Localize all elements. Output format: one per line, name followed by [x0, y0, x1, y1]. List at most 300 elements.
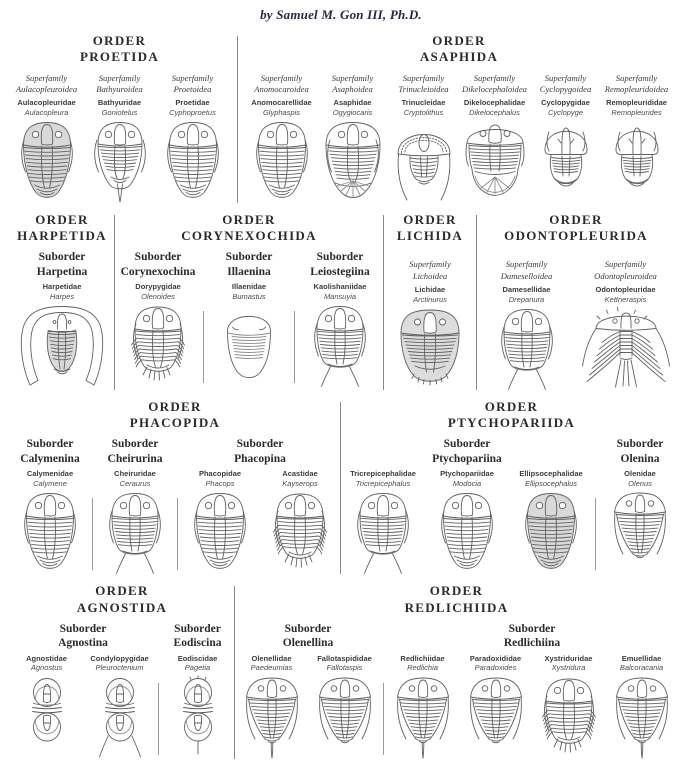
taxon-kayserops — [260, 469, 340, 574]
groups-container — [246, 66, 672, 203]
genus-name: Modocia — [452, 478, 482, 488]
taxon-mansuyia — [297, 282, 383, 387]
group-name: Calymenina — [20, 452, 80, 465]
taxa-container — [180, 466, 340, 574]
taxon-fallotaspis — [308, 654, 381, 759]
genus-name: Ogygiocaris — [332, 107, 373, 117]
group-rank: Suborder — [236, 438, 284, 451]
order-title — [17, 212, 107, 245]
family-name: Proetidae — [175, 97, 210, 107]
taxa-container — [115, 279, 201, 387]
groups-container — [10, 431, 340, 574]
taxa-container — [161, 651, 234, 755]
taxa-container — [576, 282, 675, 390]
group-name: Olenina — [620, 452, 660, 465]
family-name: Kaolishaniidae — [313, 282, 367, 292]
group-rank: Superfamily — [260, 72, 303, 83]
group-head — [398, 73, 448, 95]
trilobite-kayserops-icon — [270, 490, 330, 574]
taxa-container — [95, 466, 175, 574]
group-head — [283, 622, 333, 651]
group-agnostina — [10, 616, 156, 759]
group-rank: Suborder — [26, 438, 74, 451]
group-rank: Suborder — [443, 438, 491, 451]
group-head — [310, 250, 369, 279]
trilobite-bumastus-icon — [219, 303, 279, 383]
group-rank: Superfamily — [171, 72, 214, 83]
group-name: Cyclopygoidea — [539, 83, 592, 94]
family-name: Ellipsocephalidae — [519, 469, 583, 479]
group-olenellina — [235, 616, 381, 759]
group-head — [462, 73, 527, 95]
taxa-container — [10, 466, 90, 574]
order-title — [130, 399, 220, 432]
taxa-container — [459, 95, 530, 203]
group-name: Ptychopariina — [432, 452, 502, 465]
group-name: Corynexochina — [120, 265, 196, 278]
group-anomocaroidea — [246, 66, 317, 203]
taxon-cryptolithus — [388, 98, 459, 203]
taxa-container — [83, 95, 156, 203]
group-name: Lichoidea — [412, 270, 448, 281]
genus-name: Goniotelus — [101, 107, 138, 117]
taxon-pleuroctenium — [83, 654, 156, 759]
group-head — [20, 437, 79, 466]
group-rank: Suborder — [508, 622, 556, 635]
trilobite-drepanura-icon — [497, 306, 557, 390]
groups-container — [235, 616, 678, 759]
family-name: Dikelocephalidae — [463, 97, 526, 107]
family-name: Ptychopariidae — [440, 469, 494, 479]
family-name: Cheiruridae — [114, 469, 156, 479]
taxon-aulacopleura — [10, 98, 83, 203]
group-trinucleioidea — [388, 66, 459, 203]
order-section-phacopida — [10, 399, 340, 574]
family-name: Remopleurididae — [606, 97, 667, 107]
taxon-paradoxides — [459, 654, 532, 759]
taxa-container — [10, 95, 83, 203]
group-name: Proetoidea — [173, 83, 212, 94]
order-section-harpetida — [10, 212, 114, 390]
groups-container — [10, 616, 234, 759]
order-section-asaphida — [246, 33, 672, 203]
group-bathyuroidea — [83, 66, 156, 203]
genus-name: Drepanura — [508, 294, 545, 304]
family-name: Illaenidae — [231, 282, 267, 292]
genus-name: Harpes — [49, 291, 75, 301]
order-name: PROETIDA — [79, 49, 160, 65]
taxon-modocia — [425, 469, 509, 574]
taxa-container — [388, 95, 459, 203]
taxon-xystridura — [532, 654, 605, 759]
genus-name: Phacops — [205, 478, 235, 488]
taxon-dikelocephalus — [459, 98, 530, 203]
family-name: Damesellidae — [502, 284, 551, 294]
order-name: AGNOSTIDA — [76, 599, 168, 615]
group-name: Phacopina — [234, 452, 286, 465]
taxa-container — [598, 466, 682, 574]
genus-name: Fallotaspis — [326, 663, 363, 673]
family-name: Tricrepicephalidae — [350, 469, 416, 479]
group-head — [254, 73, 309, 95]
genus-name: Kayserops — [282, 478, 318, 488]
group-rank: Superfamily — [409, 259, 451, 270]
group-rank: Superfamily — [505, 259, 548, 270]
genus-name: Remopleurides — [611, 107, 662, 117]
genus-name: Mansuyia — [323, 291, 357, 301]
group-head — [332, 73, 374, 95]
group-head — [121, 250, 196, 279]
suborder-divider — [92, 498, 93, 570]
trilobite-pleuroctenium-icon — [96, 675, 144, 759]
group-rank: Superfamily — [473, 72, 516, 83]
family-name: Odontopleuridae — [595, 284, 656, 294]
taxon-pagetia — [161, 654, 234, 755]
group-calymenina — [10, 431, 90, 574]
order-label: ORDER — [95, 583, 149, 599]
group-head — [501, 259, 553, 281]
family-name: Anomocarellidae — [251, 97, 312, 107]
trilobite-ellipsocephalus-icon — [521, 490, 581, 574]
group-name: Dikelocephaloidea — [462, 83, 527, 94]
genus-name: Cyphoproetus — [169, 107, 216, 117]
chart-body — [0, 33, 682, 759]
taxon-tricrepicephalus — [341, 469, 425, 574]
family-name: Aulacopleuridae — [17, 97, 76, 107]
trilobite-mansuyia-icon — [310, 303, 370, 387]
group-head — [432, 437, 502, 466]
trilobite-redlichia-icon — [393, 675, 453, 759]
taxa-container — [206, 279, 292, 383]
group-name: Odontopleuroidea — [594, 270, 657, 281]
order-name: PHACOPIDA — [129, 415, 221, 431]
genus-name: Paedeumias — [250, 663, 293, 673]
group-name: Agnostina — [58, 637, 108, 650]
taxa-container — [10, 279, 114, 387]
taxon-calymene — [10, 469, 90, 574]
group-rank: Superfamily — [615, 72, 658, 83]
order-title — [420, 33, 498, 66]
byline: by Samuel M. Gon III, Ph.D. — [260, 7, 422, 22]
order-section-agnostida — [10, 583, 234, 758]
trilobite-tricrepicephalus-icon — [353, 490, 413, 574]
group-name: Trinucleioidea — [398, 83, 449, 94]
taxa-container — [386, 651, 678, 759]
trilobite-olenus-icon — [610, 490, 670, 574]
order-section-lichida — [384, 212, 476, 390]
group-dikelocephaloidea — [459, 66, 530, 203]
genus-name: Glyphaspis — [262, 107, 301, 117]
order-section-proetida — [10, 33, 229, 203]
order-title — [80, 33, 159, 66]
taxon-olenus — [598, 469, 682, 574]
group-dameselloidea — [477, 244, 576, 389]
order-section-redlichiida — [235, 583, 678, 758]
group-rank: Suborder — [174, 622, 221, 635]
trilobite-modocia-icon — [437, 490, 497, 574]
order-name: ASAPHIDA — [419, 49, 499, 65]
order-name: PTYCHOPARIIDA — [447, 415, 576, 431]
groups-container — [341, 431, 682, 574]
genus-name: Aulacopleura — [24, 107, 69, 117]
taxa-container — [530, 95, 601, 199]
trilobite-dikelocephalus-icon — [461, 119, 529, 203]
order-name: ODONTOPLEURIDA — [504, 228, 648, 244]
order-name: CORYNEXOCHIDA — [181, 228, 317, 244]
genus-name: Olenus — [628, 478, 652, 488]
group-head — [605, 73, 668, 95]
family-name: Phacopidae — [198, 469, 242, 479]
genus-name: Pagetia — [184, 663, 211, 673]
group-olenina — [598, 431, 682, 574]
groups-container — [10, 244, 114, 387]
family-name: Cyclopygidae — [541, 97, 590, 107]
group-rank: Superfamily — [331, 72, 374, 83]
trilobite-remopleurides-icon — [607, 119, 667, 199]
trilobite-goniotelus-icon — [90, 119, 150, 203]
genus-name: Ceraurus — [119, 478, 151, 488]
order-title — [397, 212, 463, 245]
trilobite-cyphoproetus-icon — [163, 119, 223, 203]
taxon-balcoracania — [605, 654, 678, 759]
group-rank: Suborder — [616, 438, 664, 451]
group-redlichiina — [386, 616, 678, 759]
group-name: Harpetina — [36, 265, 88, 278]
family-name: Trinucleidae — [401, 97, 446, 107]
trilobite-kettneraspis-icon — [580, 306, 672, 390]
genus-name: Tricrepicephalus — [355, 478, 411, 488]
taxon-kettneraspis — [576, 285, 675, 390]
order-label: ORDER — [403, 211, 457, 227]
taxa-container — [317, 95, 388, 203]
family-name: Olenidae — [624, 469, 656, 479]
order-divider — [237, 36, 238, 203]
group-rank: Suborder — [59, 622, 107, 635]
order-label: ORDER — [222, 211, 276, 227]
trilobite-pagetia-icon — [174, 675, 222, 755]
trilobite-ceraurus-icon — [105, 490, 165, 574]
chart-row — [10, 33, 672, 203]
order-label: ORDER — [432, 33, 486, 48]
family-name: Olenellidae — [251, 653, 292, 663]
order-title — [448, 399, 575, 432]
taxa-container — [477, 282, 576, 390]
group-head — [108, 437, 163, 466]
group-name: Cheirurina — [107, 452, 163, 465]
family-name: Acastidae — [282, 469, 318, 479]
chart-row — [10, 212, 672, 390]
taxon-ogygiocaris — [317, 98, 388, 203]
family-name: Asaphidae — [333, 97, 372, 107]
group-rank: Superfamily — [25, 72, 68, 83]
trilobite-calymene-icon — [20, 490, 80, 574]
order-title — [405, 583, 509, 616]
taxa-container — [156, 95, 229, 203]
suborder-divider — [383, 683, 384, 755]
group-name: Eodiscina — [173, 637, 222, 650]
taxon-ceraurus — [95, 469, 175, 574]
taxa-container — [235, 651, 381, 759]
order-label: ORDER — [92, 33, 147, 48]
group-head — [58, 622, 108, 651]
group-name: Aulacopleuroidea — [15, 83, 78, 94]
group-name: Redlichiina — [503, 637, 561, 650]
taxa-container — [10, 651, 156, 759]
group-head — [594, 259, 657, 281]
group-odontopleuroidea — [576, 244, 675, 389]
taxon-redlichia — [386, 654, 459, 759]
trilobite-cryptolithus-icon — [394, 119, 454, 203]
group-rank: Suborder — [284, 622, 332, 635]
order-name: HARPETIDA — [17, 228, 107, 244]
family-name: Xystriduridae — [544, 653, 593, 663]
group-name: Leiostegiina — [310, 265, 370, 278]
family-name: Eodiscidae — [177, 653, 218, 663]
family-name: Condylopygidae — [90, 653, 149, 663]
family-name: Bathyuridae — [97, 97, 142, 107]
taxa-container — [384, 282, 476, 390]
trilobite-xystridura-icon — [539, 675, 599, 759]
group-cyclopygoidea — [530, 66, 601, 199]
genus-name: Calymene — [33, 478, 67, 488]
order-name: REDLICHIIDA — [404, 599, 509, 615]
trilobite-olenoides-icon — [128, 303, 188, 387]
group-head — [37, 250, 87, 279]
order-name: LICHIDA — [396, 228, 464, 244]
suborder-divider — [203, 311, 204, 383]
order-label: ORDER — [484, 398, 539, 414]
suborder-divider — [177, 498, 178, 570]
family-name: Redlichiidae — [400, 653, 445, 663]
trilobite-agnostus-icon — [23, 675, 71, 747]
groups-container — [115, 244, 383, 387]
order-label: ORDER — [35, 211, 89, 227]
group-head — [174, 622, 222, 651]
trilobite-ogygiocaris-icon — [321, 119, 385, 203]
family-name: Emuellidae — [621, 653, 662, 663]
group-corynexochina — [115, 244, 201, 387]
taxon-phacops — [180, 469, 260, 574]
group-rank: Superfamily — [544, 72, 587, 83]
taxa-container — [246, 95, 317, 203]
taxa-container — [297, 279, 383, 387]
group-name: Dameselloidea — [500, 270, 553, 281]
genus-name: Balcoracania — [619, 663, 664, 673]
taxa-container — [601, 95, 672, 199]
group-head — [172, 73, 214, 95]
group-rank: Superfamily — [402, 72, 445, 83]
trilobite-fallotaspis-icon — [315, 675, 375, 759]
genus-name: Cryptolithus — [403, 107, 444, 117]
group-rank: Suborder — [316, 251, 364, 264]
taxon-paedeumias — [235, 654, 308, 759]
taxon-harpes — [10, 282, 114, 387]
group-name: Bathyuroidea — [96, 83, 143, 94]
taxon-ellipsocephalus — [509, 469, 593, 574]
group-aulacopleuroidea — [10, 66, 83, 203]
group-rank: Suborder — [134, 251, 182, 264]
taxon-drepanura — [477, 285, 576, 390]
taxon-arctinurus — [384, 285, 476, 390]
genus-name: Pleuroctenium — [95, 663, 144, 673]
genus-name: Paradoxides — [474, 663, 517, 673]
family-name: Calymenidae — [26, 469, 74, 479]
order-section-odontopleurida — [477, 212, 675, 390]
family-name: Dorypygidae — [135, 282, 181, 292]
family-name: Lichidae — [414, 284, 446, 294]
trilobite-balcoracania-icon — [612, 675, 672, 759]
group-remopleuridoidea — [601, 66, 672, 199]
taxa-container — [341, 466, 593, 574]
genus-name: Redlichia — [407, 663, 438, 673]
group-rank: Suborder — [111, 438, 159, 451]
genus-name: Ellipsocephalus — [524, 478, 578, 488]
group-head — [96, 73, 142, 95]
family-name: Paradoxididae — [469, 653, 522, 663]
trilobite-arctinurus-icon — [394, 306, 466, 390]
order-label: ORDER — [429, 583, 484, 599]
chart-row — [10, 399, 672, 574]
group-head — [16, 73, 77, 95]
trilobite-harpes-icon — [17, 303, 107, 387]
group-eodiscina — [161, 616, 234, 755]
group-name: Anomocaroidea — [254, 83, 309, 94]
trilobite-paradoxides-icon — [466, 675, 526, 759]
group-asaphoidea — [317, 66, 388, 203]
group-name: Olenellina — [282, 637, 334, 650]
group-rank: Suborder — [225, 251, 273, 264]
family-name: Harpetidae — [42, 282, 82, 292]
order-title — [181, 212, 317, 245]
order-section-corynexochida — [115, 212, 383, 390]
family-name: Agnostidae — [26, 653, 67, 663]
group-lichoidea — [384, 244, 476, 389]
genus-name: Cyclopyge — [547, 107, 584, 117]
genus-name: Dikelocephalus — [469, 107, 520, 117]
group-head — [540, 73, 592, 95]
order-section-ptychopariida — [341, 399, 682, 574]
group-name: Illaenina — [227, 265, 271, 278]
group-rank: Superfamily — [98, 72, 141, 83]
genus-name: Kettneraspis — [604, 294, 647, 304]
taxon-goniotelus — [83, 98, 156, 203]
group-head — [234, 437, 286, 466]
group-rank: Suborder — [38, 251, 86, 264]
taxon-olenoides — [115, 282, 201, 387]
group-head — [226, 250, 273, 279]
taxon-agnostus — [10, 654, 83, 747]
family-name: Fallotaspididae — [317, 653, 372, 663]
order-title — [77, 583, 167, 616]
group-ptychopariina — [341, 431, 593, 574]
group-proetoidea — [156, 66, 229, 203]
groups-container — [384, 244, 476, 389]
genus-name: Arctinurus — [413, 294, 447, 304]
trilobite-aulacopleura-icon — [17, 119, 77, 203]
trilobite-paedeumias-icon — [242, 675, 302, 759]
trilobite-phacops-icon — [190, 490, 250, 574]
group-cheirurina — [95, 431, 175, 574]
group-name: Remopleuridoidea — [604, 83, 669, 94]
group-leiostegiina — [297, 244, 383, 387]
group-harpetina — [10, 244, 114, 387]
group-name: Asaphoidea — [332, 83, 373, 94]
group-illaenina — [206, 244, 292, 383]
taxon-glyphaspis — [246, 98, 317, 203]
taxon-cyclopyge — [530, 98, 601, 199]
suborder-divider — [595, 498, 596, 570]
genus-name: Olenoides — [141, 291, 175, 301]
